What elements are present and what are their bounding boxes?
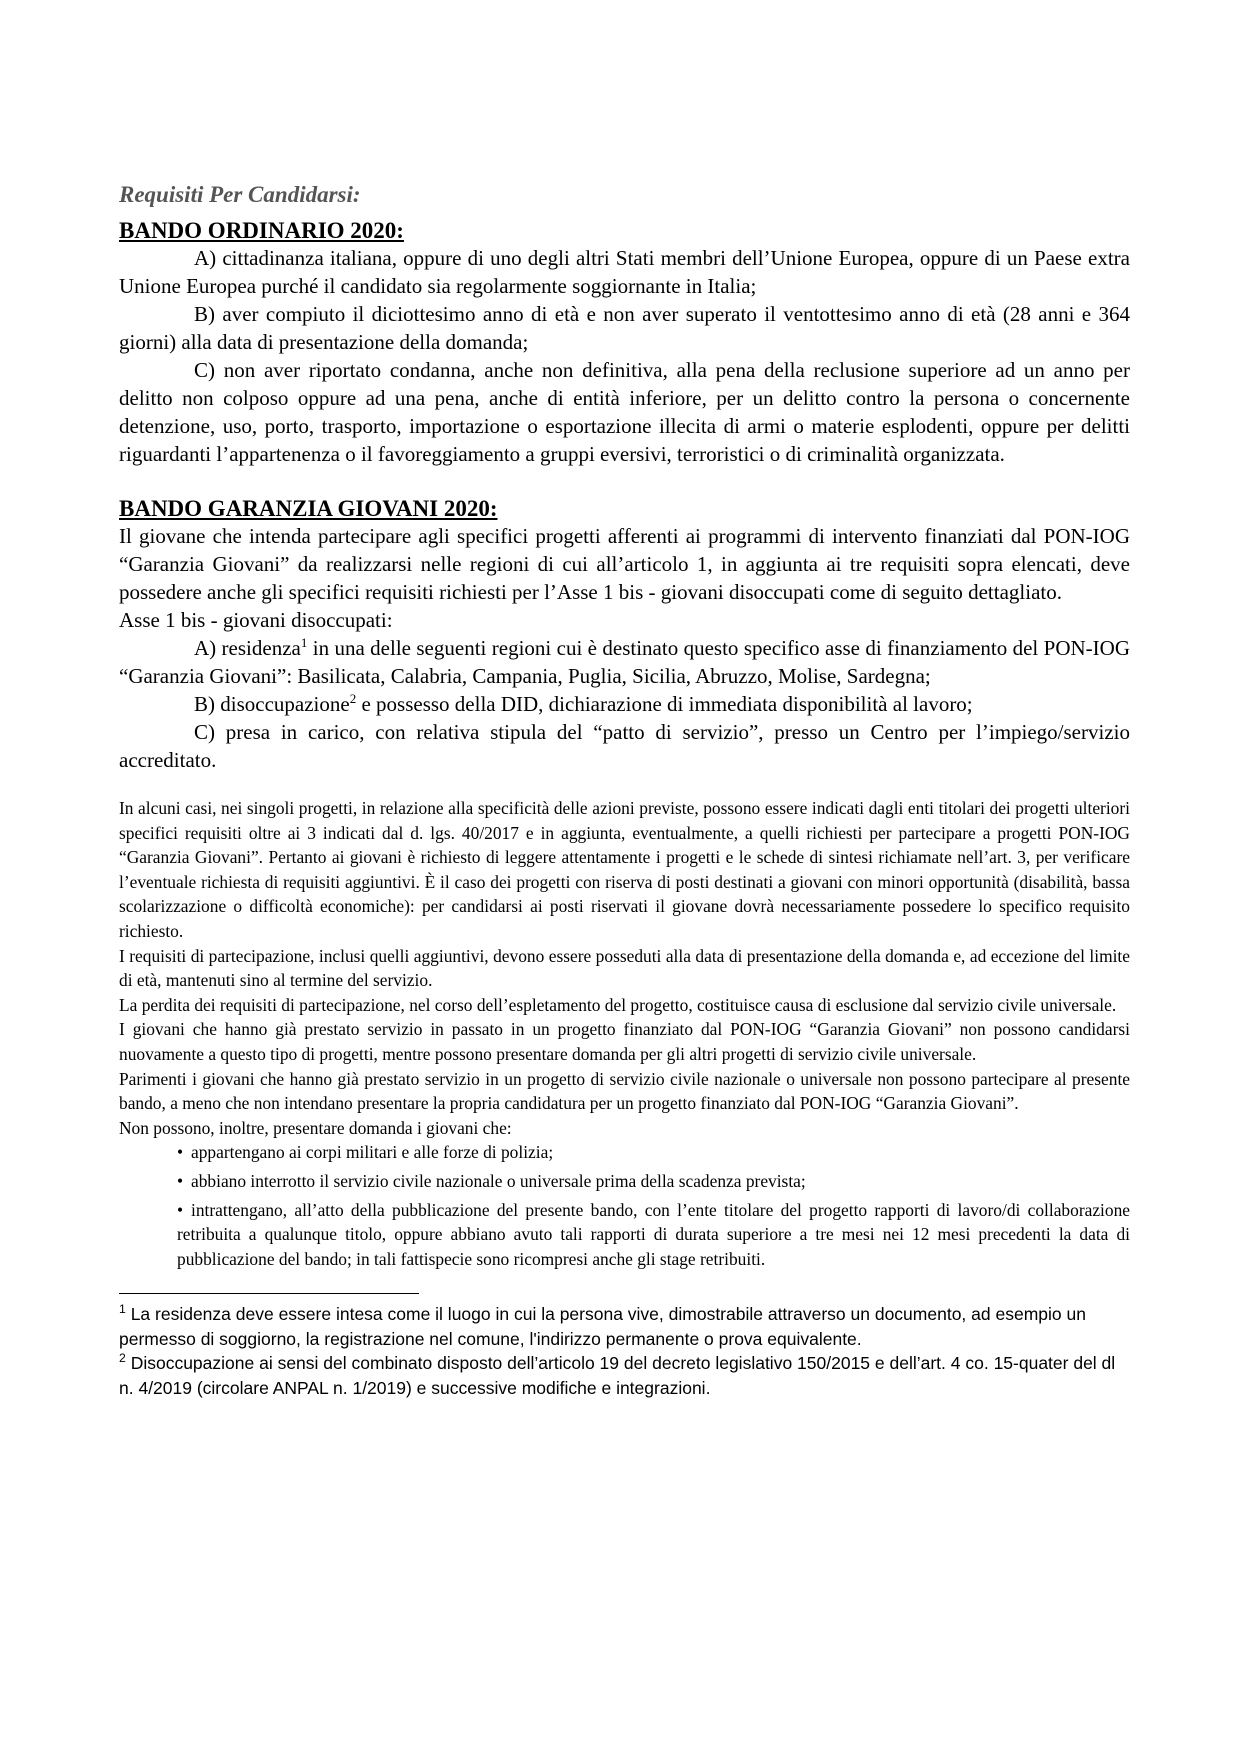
note-paragraph: I giovani che hanno già prestato servizio in passato in un progetto finanziato dal PON-IOG “Garanzia Giovani” non possono candidarsi nuovamente a questo tipo di progetti, mentre possono presentare domanda per gli altri progetti di servizio civile universale. — [119, 1019, 1130, 1064]
exclusion-list — [119, 1140, 1130, 1271]
requisite-b: B) aver compiuto il diciottesimo anno di età e non aver superato il ventottesimo anno di età (28 anni e 364 giorni) alla data di presentazione della domanda; — [119, 302, 1130, 354]
note-paragraph: In alcuni casi, nei singoli progetti, in relazione alla specificità delle azioni previste, possono essere indicati dagli enti titolari dei progetti ulteriori specifici requisiti oltre ai 3 indicati dal d. lgs. 40/2017 e in aggiunta, eventualmente, a quelli richiesti per partecipare a progetti PON-IOG “Garanzia Giovani”. Pertanto ai giovani è richiesto di leggere attentamente i progetti e le schede di sintesi richiamate nell’art. 3, per verificare l’eventuale richiesta di requisiti aggiuntivi. È il caso dei progetti con riserva di posti destinati a giovani con minori opportunità (disabilità, bassa scolarizzazione o difficoltà economiche): per candidarsi ai posti riservati il giovane dovrà necessariamente possedere lo specifico requisito richiesto. — [119, 798, 1130, 941]
footnote-separator — [119, 1293, 419, 1294]
asse-label: Asse 1 bis - giovani disoccupati: — [119, 608, 393, 632]
heading-bando-ordinario: BANDO ORDINARIO 2020: — [119, 218, 404, 243]
garanzia-requisite-a — [119, 634, 1130, 690]
garanzia-requisite-b — [119, 690, 1130, 718]
garanzia-requisite-a-text: in una delle seguenti regioni cui è destinato questo specifico asse di finanziamento del PON-IOG “Garanzia Giovani”: Basilicata, Calabria, Campania, Puglia, Sicilia, Abruzzo, Molise, Sardegna; — [119, 636, 1130, 688]
footnote-1 — [119, 1302, 1130, 1351]
footnote-1-number: 1 — [119, 1302, 126, 1317]
exclusion-item: • appartengano ai corpi militari e alle forze di polizia; — [177, 1140, 1130, 1165]
heading-garanzia-giovani: BANDO GARANZIA GIOVANI 2020: — [119, 496, 498, 521]
footnote-ref-1: 1 — [300, 635, 308, 650]
garanzia-requisite-b-text: e possesso della DID, dichiarazione di immediata disponibilità al lavoro; — [356, 692, 973, 716]
footnote-1-text: La residenza deve essere intesa come il luogo in cui la persona vive, dimostrabile attraverso un documento, ad esempio un permesso di soggiorno, la registrazione nel comune, l'indirizzo permanente o prova equivalente. — [119, 1304, 1086, 1349]
note-paragraph: Non possono, inoltre, presentare domanda i giovani che: — [119, 1117, 512, 1138]
requisite-c: C) non aver riportato condanna, anche non definitiva, alla pena della reclusione superiore ad un anno per delitto non colposo oppure ad una pena, anche di entità inferiore, per un delitto contro la persona o concernente detenzione, uso, porto, trasporto, importazione o esportazione illecita di armi o materie esplodenti, oppure per delitti riguardanti l’appartenenza o il favoreggiamento a gruppi eversivi, terroristici o di criminalità organizzata. — [119, 358, 1130, 466]
document-page — [119, 182, 1130, 1400]
garanzia-requisite-a-lead: A) residenza — [194, 636, 301, 660]
footnote-2-number: 2 — [119, 1351, 126, 1366]
footnote-2 — [119, 1351, 1130, 1400]
note-paragraph: La perdita dei requisiti di partecipazione, nel corso dell’espletamento del progetto, costituisce causa di esclusione dal servizio civile universale. — [119, 994, 1117, 1015]
section-subtitle: Requisiti Per Candidarsi: — [119, 182, 361, 207]
note-paragraph: Parimenti i giovani che hanno già prestato servizio in un progetto di servizio civile nazionale o universale non possono partecipare al presente bando, a meno che non intendano presentare la propria candidatura per un progetto finanziato dal PON-IOG “Garanzia Giovani”. — [119, 1068, 1130, 1114]
footnote-2-text: Disoccupazione ai sensi del combinato disposto dell’articolo 19 del decreto legislativo 150/2015 e dell’art. 4 co. 15-quater del dl n. 4/2019 (circolare ANPAL n. 1/2019) e successive modifiche e integrazioni. — [119, 1353, 1116, 1398]
note-paragraph: I requisiti di partecipazione, inclusi quelli aggiuntivi, devono essere posseduti alla data di presentazione della domanda e, ad eccezione del limite di età, mantenuti sino al termine del servizio. — [119, 945, 1130, 991]
garanzia-requisite-b-lead: B) disoccupazione — [194, 692, 350, 716]
requisite-a: A) cittadinanza italiana, oppure di uno degli altri Stati membri dell’Unione Europea, oppure di un Paese extra Unione Europea purché il candidato sia regolarmente soggiornante in Italia; — [119, 246, 1130, 298]
footnote-ref-2: 2 — [349, 691, 357, 706]
section-spacer — [119, 468, 1130, 496]
garanzia-requisite-c: C) presa in carico, con relativa stipula del “patto di servizio”, presso un Centro per l’impiego/servizio accreditato. — [119, 720, 1130, 772]
garanzia-intro: Il giovane che intenda partecipare agli specifici progetti afferenti ai programmi di intervento finanziati dal PON-IOG “Garanzia Giovani” da realizzarsi nelle regioni di cui all’articolo 1, in aggiunta ai tre requisiti sopra elencati, deve possedere anche gli specifici requisiti richiesti per l’Asse 1 bis - giovani disoccupati come di seguito dettagliato. — [119, 524, 1130, 604]
exclusion-item: • abbiano interrotto il servizio civile nazionale o universale prima della scadenza prevista; — [177, 1169, 1130, 1194]
exclusion-item: • intrattengano, all’atto della pubblicazione del presente bando, con l’ente titolare del progetto rapporti di lavoro/di collaborazione retribuita a qualunque titolo, oppure abbiano avuto tali rapporti di durata superiore a tre mesi nei 12 mesi precedenti la data di pubblicazione del bando; in tali fattispecie sono ricompresi anche gli stage retribuiti. — [177, 1198, 1130, 1272]
